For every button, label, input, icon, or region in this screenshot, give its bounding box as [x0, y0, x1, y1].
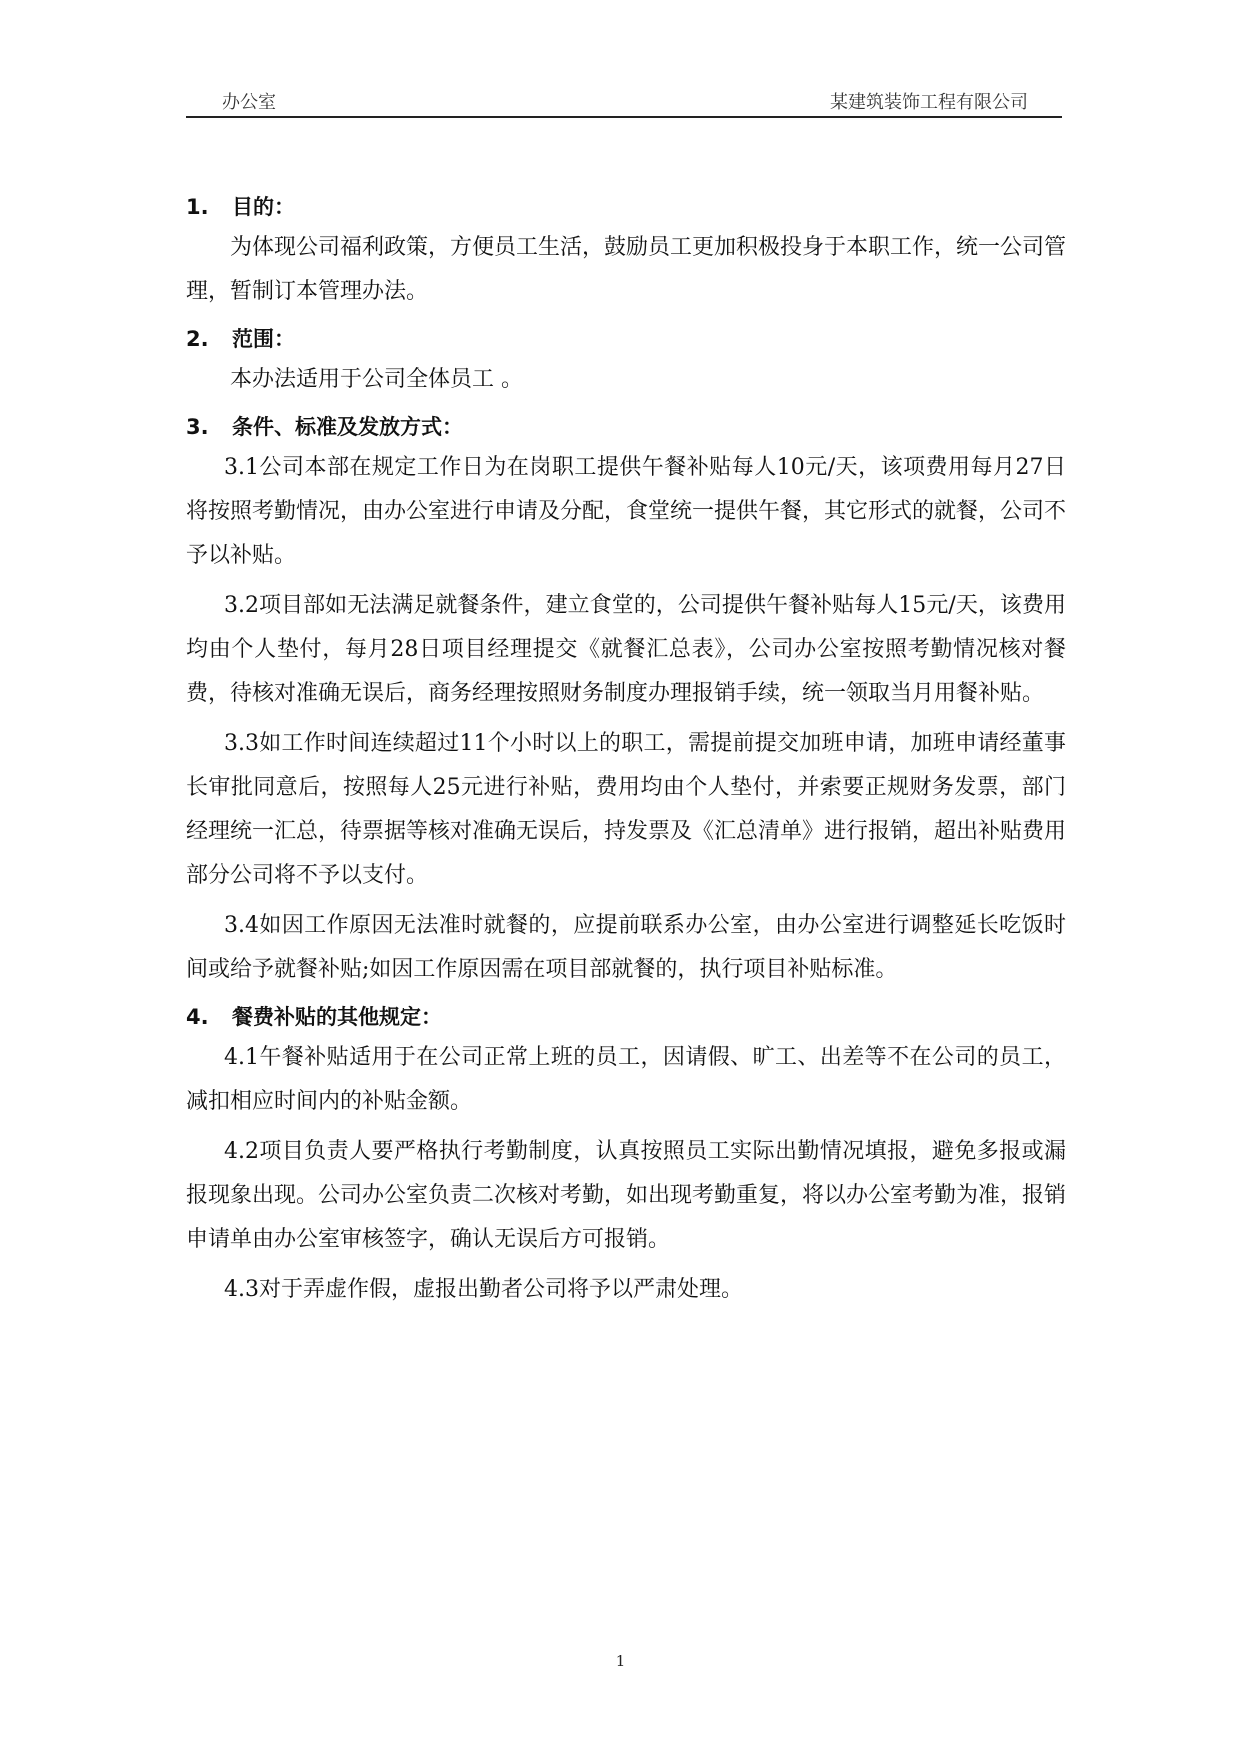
paragraph: 为体现公司福利政策，方便员工生活，鼓励员工更加积极投身于本职工作，统一公司管理，暂制订本管理办法。 [186, 235, 1067, 304]
paragraph: 4.3对于弄虚作假，虚报出勤者公司将予以严肃处理。 [224, 1277, 743, 1302]
section-title: 餐费补贴的其他规定： [232, 1005, 442, 1029]
page-number: 1 [615, 1652, 626, 1670]
section-number: 1. [186, 195, 209, 219]
section-number: 4. [186, 1005, 209, 1029]
paragraph: 3.3如工作时间连续超过11个小时以上的职工，需提前提交加班申请，加班申请经董事长审批同意后，按照每人25元进行补贴，费用均由个人垫付，并索要正规财务发票，部门经理统一汇总，待票据等核对准确无误后，持发票及《汇总清单》进行报销，超出补贴费用部分公司将不予以支付。 [186, 731, 1067, 888]
section-title: 条件、标准及发放方式： [232, 415, 463, 439]
header-department: 办公室 [222, 92, 276, 113]
paragraph: 3.4如因工作原因无法准时就餐的，应提前联系办公室，由办公室进行调整延长吃饭时间或给予就餐补贴;如因工作原因需在项目部就餐的，执行项目补贴标准。 [186, 913, 1066, 982]
section-heading-purpose [186, 188, 1066, 226]
section-heading-conditions [186, 408, 1066, 446]
header-company: 某建筑装饰工程有限公司 [830, 92, 1028, 113]
section-heading-other-rules [186, 998, 1066, 1036]
document-body [186, 188, 1066, 1318]
section-title: 范围： [232, 327, 295, 351]
paragraph: 3.2项目部如无法满足就餐条件，建立食堂的，公司提供午餐补贴每人15元/天，该费用均由个人垫付，每月28日项目经理提交《就餐汇总表》，公司办公室按照考勤情况核对餐费，待核对准确无误后，商务经理按照财务制度办理报销手续，统一领取当月用餐补贴。 [186, 593, 1066, 706]
paragraph: 本办法适用于公司全体员工 。 [230, 367, 523, 392]
section-heading-scope [186, 320, 1066, 358]
paragraph: 3.1公司本部在规定工作日为在岗职工提供午餐补贴每人10元/天，该项费用每月27日将按照考勤情况，由办公室进行申请及分配，食堂统一提供午餐，其它形式的就餐，公司不予以补贴。 [186, 455, 1067, 568]
paragraph: 4.1午餐补贴适用于在公司正常上班的员工，因请假、旷工、出差等不在公司的员工，减扣相应时间内的补贴金额。 [186, 1045, 1066, 1114]
section-title: 目的： [232, 195, 295, 219]
section-number: 2. [186, 327, 209, 351]
paragraph: 4.2项目负责人要严格执行考勤制度，认真按照员工实际出勤情况填报，避免多报或漏报现象出现。公司办公室负责二次核对考勤，如出现考勤重复，将以办公室考勤为准，报销申请单由办公室审核签字，确认无误后方可报销。 [186, 1139, 1067, 1252]
page-header [186, 86, 1062, 118]
section-number: 3. [186, 415, 209, 439]
